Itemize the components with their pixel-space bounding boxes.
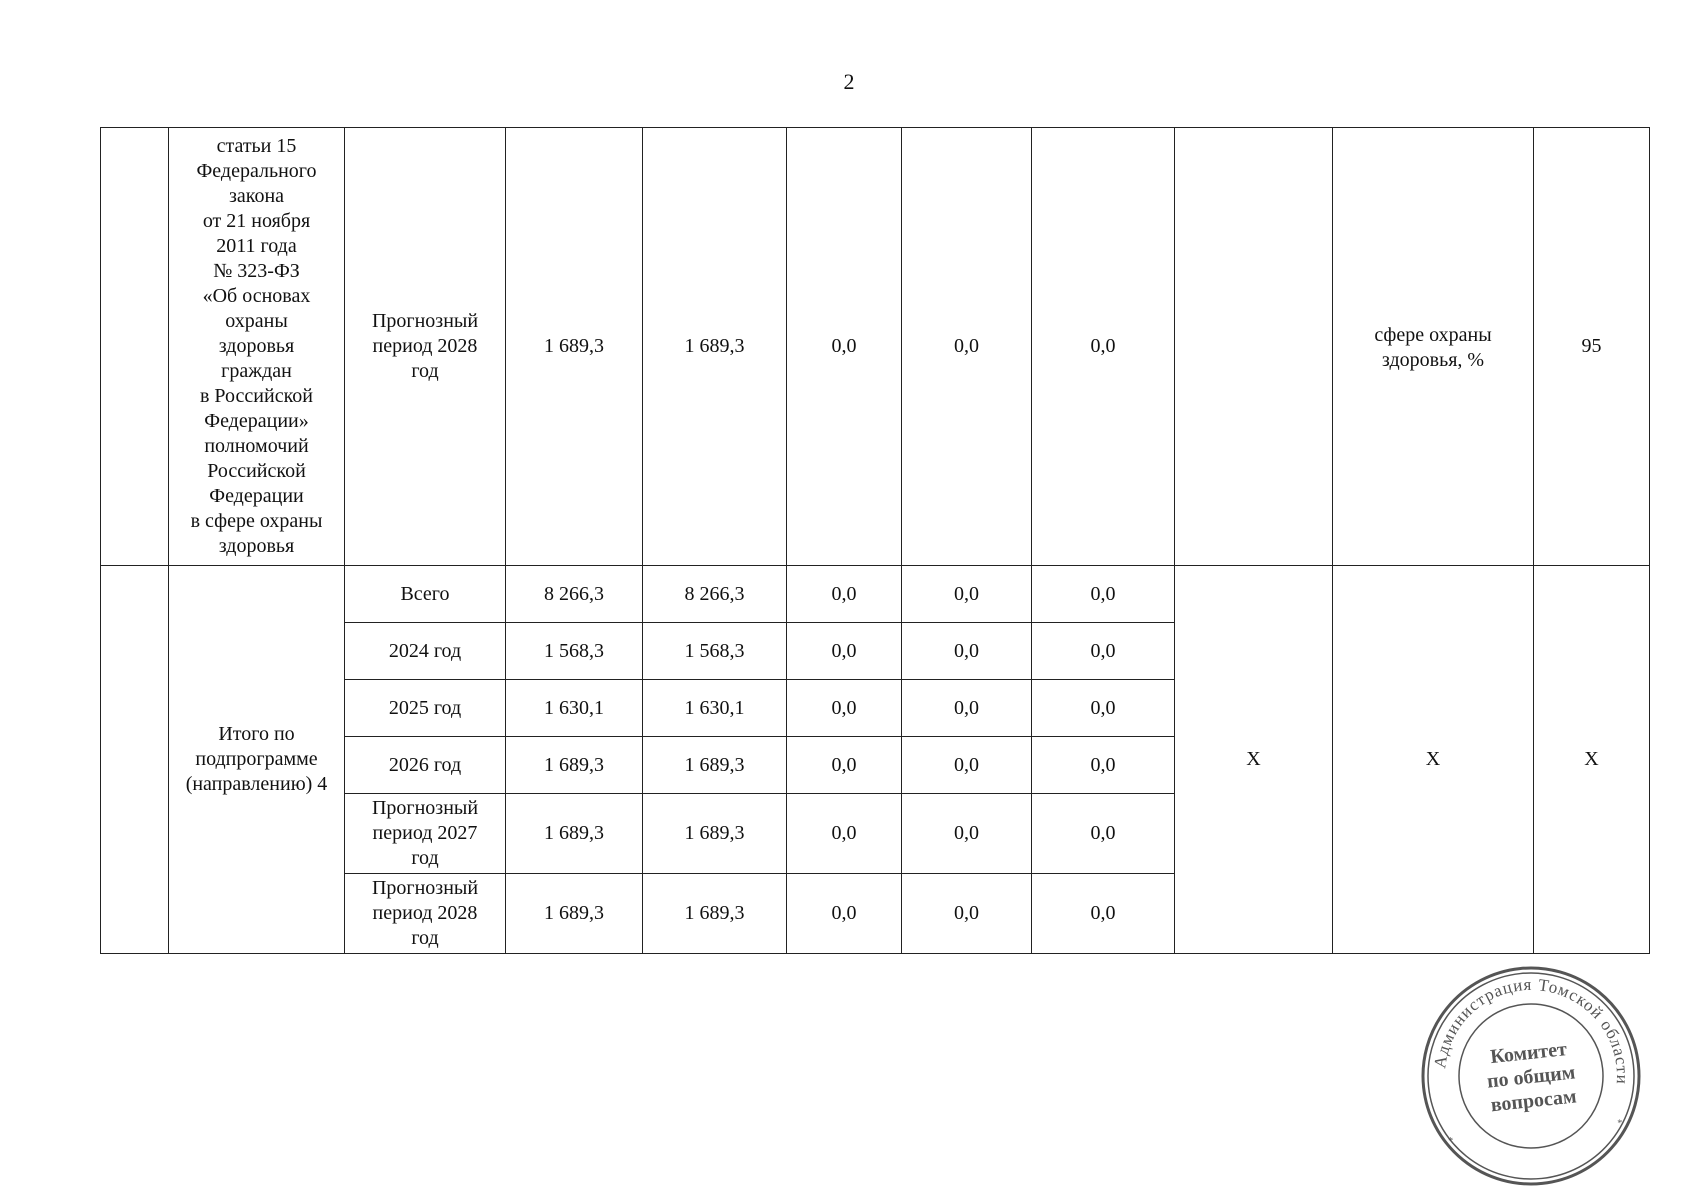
description-line: Федерации» — [204, 410, 309, 432]
value-cell: 0,0 — [1032, 794, 1175, 874]
empty-cell — [1175, 128, 1333, 566]
value-cell: 0,0 — [1032, 737, 1175, 794]
description-line: статьи 15 — [216, 135, 297, 157]
value-cell: 0,0 — [902, 623, 1032, 680]
value-cell: 0,0 — [787, 566, 902, 623]
stamp-seal-icon — [1409, 954, 1653, 1198]
description-line: от 21 ноября — [202, 210, 311, 232]
period-cell: 2026 год — [345, 737, 506, 794]
description-line: № 323-ФЗ — [213, 260, 300, 282]
table-row — [101, 128, 1650, 566]
subtotal-description-cell: Итого по подпрограмме (направлению) 4 — [169, 566, 345, 954]
value-cell: 0,0 — [1032, 874, 1175, 954]
description-line: охраны — [225, 310, 288, 332]
value-cell: 1 568,3 — [643, 623, 787, 680]
description-line: граждан — [221, 360, 292, 382]
stamp-inner-line: Комитет — [1489, 1038, 1568, 1069]
period-cell: Всего — [345, 566, 506, 623]
stamp-outer-text: Администрация Томской области — [1430, 974, 1633, 1086]
merged-mark-cell: Х — [1333, 566, 1534, 954]
value-cell: 0,0 — [902, 128, 1032, 566]
indicator-value-cell: 95 — [1534, 128, 1650, 566]
stamp-star: * — [1616, 1117, 1624, 1130]
value-cell: 0,0 — [902, 794, 1032, 874]
row-number-cell — [101, 128, 169, 566]
value-cell: 0,0 — [1032, 566, 1175, 623]
description-line: закона — [228, 185, 285, 207]
value-cell: 1 689,3 — [643, 874, 787, 954]
value-cell: 1 630,1 — [506, 680, 643, 737]
value-cell: 0,0 — [902, 566, 1032, 623]
value-cell: 0,0 — [902, 680, 1032, 737]
row-number-cell — [101, 566, 169, 954]
value-cell: 0,0 — [787, 680, 902, 737]
value-cell: 0,0 — [787, 128, 902, 566]
value-cell: 1 689,3 — [643, 128, 787, 566]
indicator-name-cell: сфере охраны здоровья, % — [1333, 128, 1534, 566]
description-line: в Российской — [199, 385, 313, 407]
stamp-star: * — [1447, 1135, 1454, 1147]
value-cell: 8 266,3 — [643, 566, 787, 623]
official-stamp — [1409, 954, 1653, 1198]
value-cell: 1 689,3 — [643, 794, 787, 874]
page-number: 2 — [843, 69, 855, 94]
merged-mark-cell: Х — [1175, 566, 1333, 954]
period-cell: Прогнозный период 2028 год — [345, 874, 506, 954]
value-cell: 0,0 — [902, 874, 1032, 954]
value-cell: 0,0 — [787, 737, 902, 794]
value-cell: 1 689,3 — [643, 737, 787, 794]
description-line: Федерального — [196, 160, 317, 182]
description-line: здоровья — [218, 335, 295, 357]
value-cell: 1 689,3 — [506, 794, 643, 874]
merged-mark-cell: Х — [1534, 566, 1650, 954]
value-cell: 0,0 — [787, 874, 902, 954]
value-cell: 0,0 — [902, 737, 1032, 794]
value-cell: 1 689,3 — [506, 874, 643, 954]
budget-table — [100, 127, 1650, 954]
value-cell: 1 689,3 — [506, 737, 643, 794]
value-cell: 0,0 — [1032, 623, 1175, 680]
description-line: Российской — [207, 460, 306, 482]
description-line: 2011 года — [216, 235, 297, 257]
stamp-inner-line: вопросам — [1489, 1085, 1578, 1117]
value-cell: 0,0 — [1032, 680, 1175, 737]
value-cell: 0,0 — [1032, 128, 1175, 566]
period-cell: Прогнозный период 2027 год — [345, 794, 506, 874]
description-line: здоровья — [218, 535, 295, 557]
value-cell: 1 630,1 — [643, 680, 787, 737]
value-cell: 1 568,3 — [506, 623, 643, 680]
description-line: полномочий — [204, 435, 309, 457]
period-cell: Прогнозный период 2028 год — [345, 128, 506, 566]
description-line: «Об основах — [202, 285, 311, 307]
description-line: в сфере охраны — [190, 510, 323, 532]
value-cell: 0,0 — [787, 623, 902, 680]
value-cell: 1 689,3 — [506, 128, 643, 566]
description-line: Федерации — [209, 485, 304, 507]
value-cell: 0,0 — [787, 794, 902, 874]
table-row — [101, 566, 1650, 623]
measure-description-cell — [169, 128, 345, 566]
period-cell: 2025 год — [345, 680, 506, 737]
value-cell: 8 266,3 — [506, 566, 643, 623]
period-cell: 2024 год — [345, 623, 506, 680]
stamp-inner-line: по общим — [1485, 1061, 1577, 1093]
